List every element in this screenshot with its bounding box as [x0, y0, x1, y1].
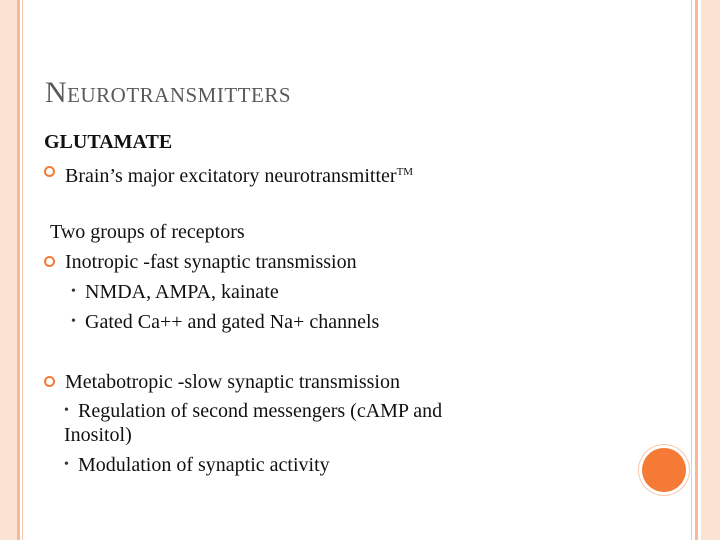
sub-bullet-continuation: Inositol) [64, 424, 132, 446]
circle-bullet-icon [44, 166, 55, 177]
receptors-label: Two groups of receptors [50, 221, 245, 243]
circle-bullet-icon [44, 256, 55, 267]
sub-bullet-text: Regulation of second messengers (cAMP and [78, 400, 443, 422]
sub-bullet-text: Modulation of synaptic activity [78, 454, 330, 476]
bullet-text: Brain’s major excitatory neurotransmitter™ [65, 165, 414, 187]
section-heading: GLUTAMATE [44, 131, 173, 153]
dot-bullet-icon: • [71, 314, 76, 329]
left-border-line [17, 0, 20, 540]
bullet-text: Metabotropic -slow synaptic transmission [65, 371, 400, 393]
slide-title: Neurotransmitters [45, 76, 292, 109]
dot-bullet-icon: • [71, 284, 76, 299]
dot-bullet-icon: • [64, 457, 69, 472]
sub-bullet-text: NMDA, AMPA, kainate [85, 281, 279, 303]
decorative-circle [642, 448, 686, 492]
bullet-text: Inotropic -fast synaptic transmission [65, 251, 357, 273]
sub-bullet-text: Gated Ca++ and gated Na+ channels [85, 311, 380, 333]
circle-bullet-icon [44, 376, 55, 387]
left-border-thin-line [22, 0, 23, 540]
right-border-thin-line [691, 0, 692, 540]
superscript: TM [396, 166, 414, 178]
right-border-decoration [701, 0, 720, 540]
dot-bullet-icon: • [64, 403, 69, 418]
right-border-line [695, 0, 698, 540]
left-border-decoration [0, 0, 17, 540]
